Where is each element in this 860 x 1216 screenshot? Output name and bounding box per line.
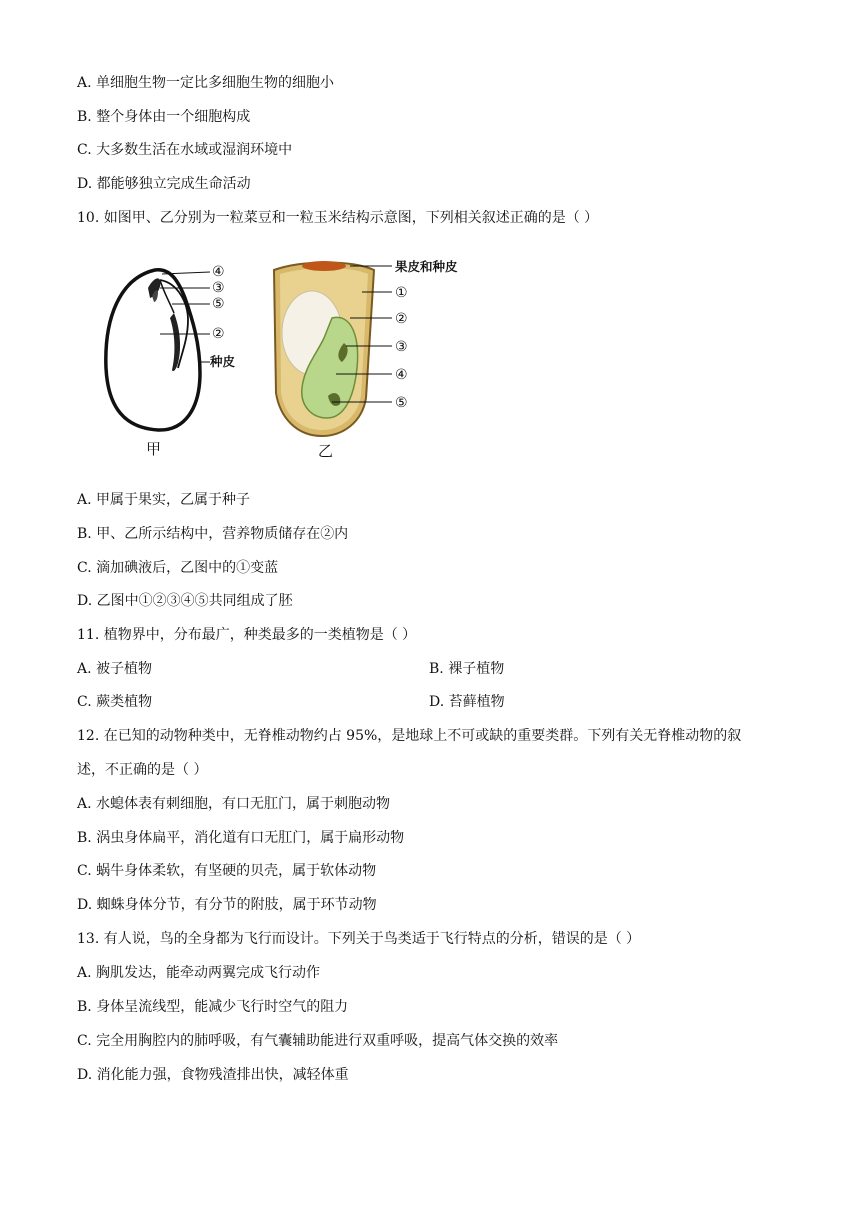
jia-label-seed-coat: 种皮 xyxy=(210,354,236,369)
q9-option-a: A. 单细胞生物一定比多细胞生物的细胞小 xyxy=(77,75,335,91)
q11-option-b: B. 裸子植物 xyxy=(429,661,505,677)
q10-option-a: A. 甲属于果实，乙属于种子 xyxy=(77,492,251,508)
jia-label-5: ⑤ xyxy=(212,296,225,312)
q12-option-d: D. 蜘蛛身体分节，有分节的附肢，属于环节动物 xyxy=(77,897,377,913)
jia-label-4: ④ xyxy=(212,264,225,280)
corn-kernel-diagram xyxy=(262,258,492,468)
yi-label-3: ③ xyxy=(395,339,408,355)
q11-option-d: D. 苔藓植物 xyxy=(429,694,505,710)
jia-label-3: ③ xyxy=(212,280,225,296)
bean-seed-diagram xyxy=(100,258,260,468)
q9-option-b: B. 整个身体由一个细胞构成 xyxy=(77,109,251,125)
q10-option-b: B. 甲、乙所示结构中，营养物质储存在②内 xyxy=(77,526,349,542)
q12-option-a: A. 水螅体表有刺细胞，有口无肛门，属于刺胞动物 xyxy=(77,796,391,812)
kernel-tip xyxy=(302,261,346,271)
q13-stem: 13. 有人说，鸟的全身都为飞行而设计。下列关于鸟类适于飞行特点的分析，错误的是（ ） xyxy=(77,931,641,947)
yi-label-4: ④ xyxy=(395,367,408,383)
q10-option-c: C. 滴加碘液后，乙图中的①变蓝 xyxy=(77,560,279,576)
yi-label-5: ⑤ xyxy=(395,395,408,411)
figure-yi-caption: 乙 xyxy=(318,442,334,460)
corn-kernel-figure xyxy=(262,258,492,468)
q13-option-d: D. 消化能力强，食物残渣排出快，减轻体重 xyxy=(77,1067,349,1083)
yi-label-pericarp: 果皮和种皮 xyxy=(395,259,458,274)
q9-option-c: C. 大多数生活在水域或湿润环境中 xyxy=(77,142,293,158)
q11-option-c: C. 蕨类植物 xyxy=(77,694,153,710)
jia-label-2: ② xyxy=(212,326,225,342)
q12-option-c: C. 蜗牛身体柔软，有坚硬的贝壳，属于软体动物 xyxy=(77,863,377,879)
q13-option-a: A. 胸肌发达，能牵动两翼完成飞行动作 xyxy=(77,965,321,981)
yi-label-1: ① xyxy=(395,285,408,301)
q11-stem: 11. 植物界中，分布最广，种类最多的一类植物是（ ） xyxy=(77,627,417,643)
q12-stem-line2: 述，不正确的是（ ） xyxy=(77,762,208,778)
q10-option-d: D. 乙图中①②③④⑤共同组成了胚 xyxy=(77,593,293,609)
q13-option-c: C. 完全用胸腔内的肺呼吸，有气囊辅助能进行双重呼吸，提高气体交换的效率 xyxy=(77,1033,559,1049)
q9-option-d: D. 都能够独立完成生命活动 xyxy=(77,176,251,192)
figure-jia-caption: 甲 xyxy=(146,440,162,458)
q11-option-a: A. 被子植物 xyxy=(77,661,153,677)
bean-seed-figure xyxy=(100,258,260,468)
q10-stem: 10. 如图甲、乙分别为一粒菜豆和一粒玉米结构示意图，下列相关叙述正确的是（ ） xyxy=(77,210,599,226)
q13-option-b: B. 身体呈流线型，能减少飞行时空气的阻力 xyxy=(77,999,349,1015)
yi-label-2: ② xyxy=(395,311,408,327)
q12-option-b: B. 涡虫身体扁平，消化道有口无肛门，属于扁形动物 xyxy=(77,830,405,846)
q12-stem-line1: 12. 在已知的动物种类中，无脊椎动物约占 95%，是地球上不可或缺的重要类群。下列有关无脊椎动物的叙 xyxy=(77,728,742,744)
